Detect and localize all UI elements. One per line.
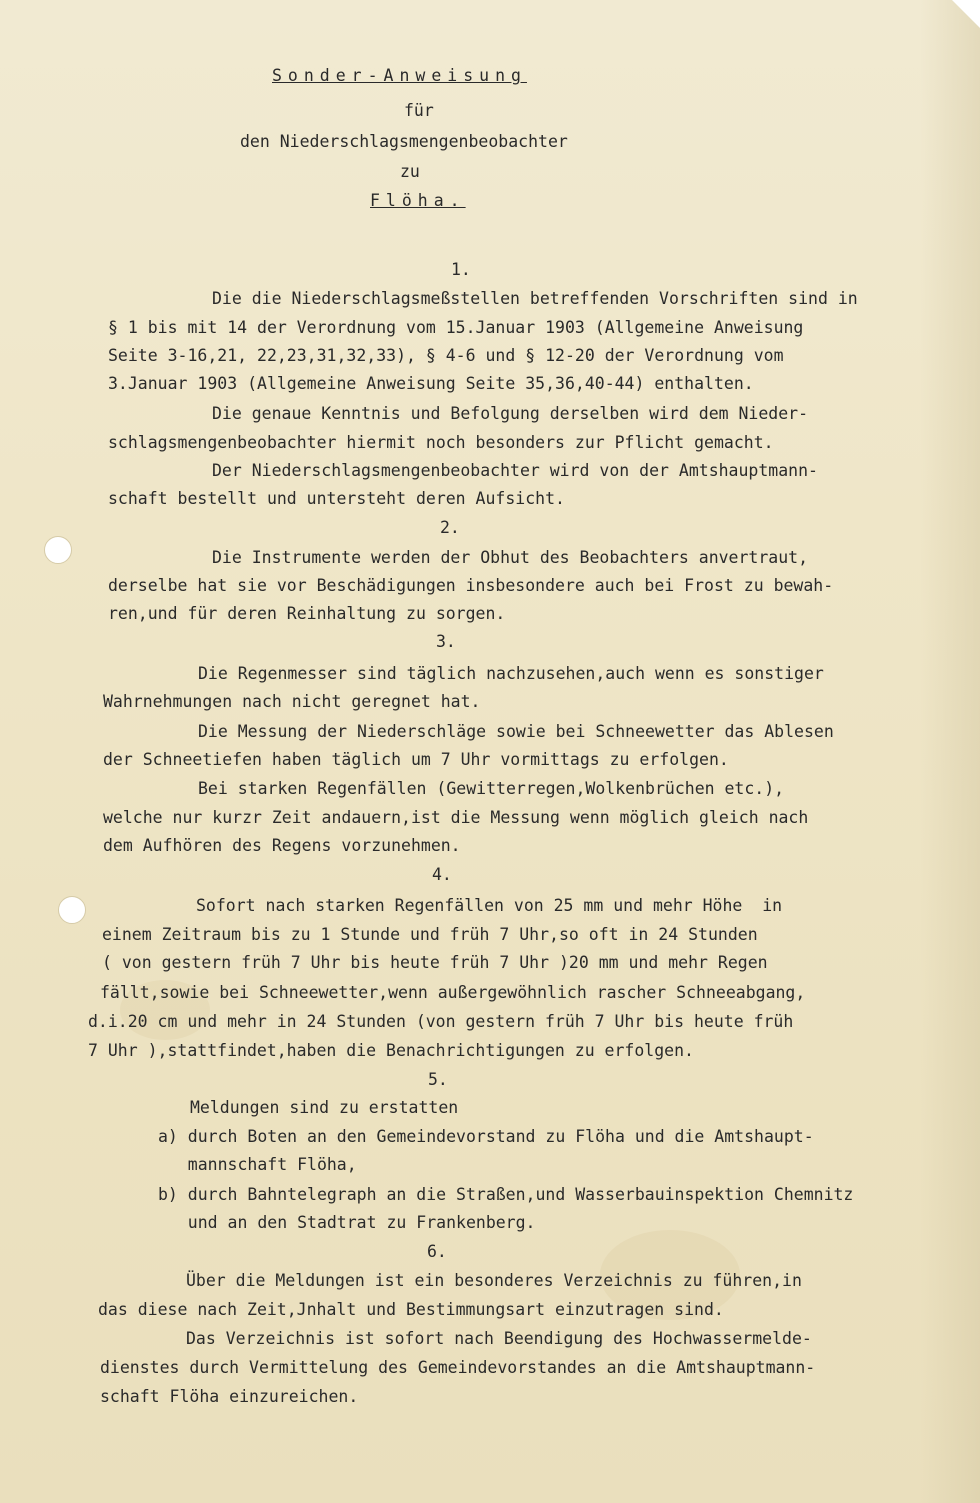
punch-hole [44,536,72,564]
section-6-line: Über die Meldungen ist ein besonderes Verzeichnis zu führen,in [186,1271,802,1290]
section-6-line: das diese nach Zeit,Jnhalt und Bestimmungsart einzutragen sind. [98,1300,724,1319]
section-4-line: fällt,sowie bei Schneewetter,wenn außergewöhnlich rascher Schneeabgang, [100,983,806,1002]
section-3-line: Die Regenmesser sind täglich nachzusehen,auch wenn es sonstiger [198,664,824,683]
section-1-line: 3.Januar 1903 (Allgemeine Anweisung Seite 35,36,40-44) enthalten. [108,374,754,393]
section-6-line: dienstes durch Vermittelung des Gemeindevorstandes an die Amtshauptmann- [100,1358,816,1377]
section-3-line: welche nur kurzr Zeit andauern,ist die Messung wenn möglich gleich nach [103,808,809,827]
section-5-line: a) durch Boten an den Gemeindevorstand zu Flöha und die Amtshaupt- [158,1127,814,1146]
section-5-line: mannschaft Flöha, [158,1155,357,1174]
document-title: Sonder-Anweisung [272,66,527,85]
section-3-line: Wahrnehmungen nach nicht geregnet hat. [103,692,481,711]
section-1-line: Die genaue Kenntnis und Befolgung derselben wird dem Nieder- [212,404,809,423]
section-2-line: ren,und für deren Reinhaltung zu sorgen. [108,604,506,623]
section-2-line: derselbe hat sie vor Beschädigungen insbesondere auch bei Frost zu bewah- [108,576,834,595]
section-number: 4. [432,865,452,884]
section-number: 5. [428,1070,448,1089]
heading-place: Flöha. [370,191,466,210]
section-number: 3. [436,632,456,651]
section-4-line: ( von gestern früh 7 Uhr bis heute früh 7 Uhr )20 mm und mehr Regen [102,953,768,972]
section-1-line: schaft bestellt und untersteht deren Aufsicht. [108,489,565,508]
section-1-line: Die die Niederschlagsmeßstellen betreffenden Vorschriften sind in [212,289,858,308]
section-5-line: und an den Stadtrat zu Frankenberg. [158,1213,536,1232]
punch-hole [58,896,86,924]
section-3-line: dem Aufhören des Regens vorzunehmen. [103,836,461,855]
section-3-line: der Schneetiefen haben täglich um 7 Uhr vormittags zu erfolgen. [103,750,729,769]
section-2-line: Die Instrumente werden der Obhut des Beobachters anvertraut, [212,548,809,567]
section-number: 1. [451,260,471,279]
section-4-line: 7 Uhr ),stattfindet,haben die Benachrichtigungen zu erfolgen. [88,1041,694,1060]
section-4-line: einem Zeitraum bis zu 1 Stunde und früh 7 Uhr,so oft in 24 Stunden [102,925,758,944]
section-6-line: schaft Flöha einzureichen. [100,1387,359,1406]
section-1-line: § 1 bis mit 14 der Verordnung vom 15.Januar 1903 (Allgemeine Anweisung [108,318,804,337]
section-5-line: b) durch Bahntelegraph an die Straßen,und Wasserbauinspektion Chemnitz [158,1185,854,1204]
heading-line-fuer: für [404,101,434,120]
section-4-line: d.i.20 cm und mehr in 24 Stunden (von gestern früh 7 Uhr bis heute früh [88,1012,794,1031]
page-edge-shadow [920,0,980,1503]
section-1-line: schlagsmengenbeobachter hiermit noch besonders zur Pflicht gemacht. [108,433,774,452]
section-4-line: Sofort nach starken Regenfällen von 25 mm und mehr Höhe in [196,896,783,915]
section-1-line: Seite 3-16,21, 22,23,31,32,33), § 4-6 und § 12-20 der Verordnung vom [108,346,784,365]
heading-line-zu: zu [400,162,420,181]
section-1-line: Der Niederschlagsmengenbeobachter wird von der Amtshauptmann- [212,461,818,480]
section-number: 2. [440,518,460,537]
section-6-line: Das Verzeichnis ist sofort nach Beendigung des Hochwassermelde- [186,1329,812,1348]
section-3-line: Bei starken Regenfällen (Gewitterregen,Wolkenbrüchen etc.), [198,779,785,798]
torn-corner [952,0,980,28]
section-3-line: Die Messung der Niederschläge sowie bei Schneewetter das Ablesen [198,722,834,741]
section-number: 6. [427,1242,447,1261]
section-5-line: Meldungen sind zu erstatten [190,1098,459,1117]
heading-line-recipient: den Niederschlagsmengenbeobachter [240,132,568,151]
